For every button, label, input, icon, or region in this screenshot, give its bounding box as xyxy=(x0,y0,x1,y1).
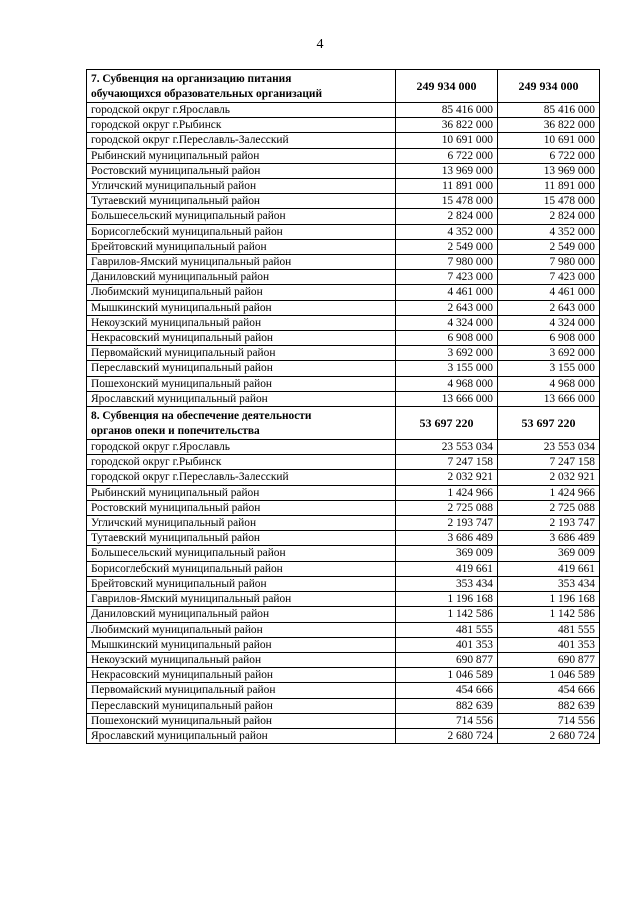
municipality-name: Пошехонский муниципальный район xyxy=(87,376,396,391)
section-title-line-1: 8. Субвенция на обеспечение деятельности xyxy=(91,410,312,423)
amount-1: 2 549 000 xyxy=(396,239,498,254)
table-row xyxy=(87,255,600,270)
amount-2: 15 478 000 xyxy=(498,194,600,209)
table-row xyxy=(87,179,600,194)
amount-2: 7 247 158 xyxy=(498,455,600,470)
amount-1: 4 968 000 xyxy=(396,376,498,391)
table-row xyxy=(87,576,600,591)
amount-2: 2 643 000 xyxy=(498,300,600,315)
amount-1: 2 032 921 xyxy=(396,470,498,485)
amount-2: 7 423 000 xyxy=(498,270,600,285)
municipality-name: Некрасовский муниципальный район xyxy=(87,331,396,346)
municipality-name: Пошехонский муниципальный район xyxy=(87,713,396,728)
section-title-line-2: обучающихся образовательных организаций xyxy=(91,87,323,100)
table-row xyxy=(87,194,600,209)
amount-2: 4 352 000 xyxy=(498,224,600,239)
amount-2: 4 968 000 xyxy=(498,376,600,391)
amount-1: 419 661 xyxy=(396,561,498,576)
table-row xyxy=(87,300,600,315)
amount-1: 882 639 xyxy=(396,698,498,713)
amount-1: 2 680 724 xyxy=(396,728,498,743)
amount-1: 1 196 168 xyxy=(396,592,498,607)
municipality-name: Борисоглебский муниципальный район xyxy=(87,224,396,239)
municipality-name: Тутаевский муниципальный район xyxy=(87,531,396,546)
amount-1: 3 686 489 xyxy=(396,531,498,546)
amount-1: 6 908 000 xyxy=(396,331,498,346)
amount-1: 36 822 000 xyxy=(396,118,498,133)
amount-1: 7 247 158 xyxy=(396,455,498,470)
municipality-name: Большесельский муниципальный район xyxy=(87,209,396,224)
municipality-name: городской округ г.Переславль-Залесский xyxy=(87,133,396,148)
amount-2: 2 824 000 xyxy=(498,209,600,224)
table-row xyxy=(87,592,600,607)
municipality-name: Некоузский муниципальный район xyxy=(87,315,396,330)
table-row xyxy=(87,391,600,406)
municipality-name: Даниловский муниципальный район xyxy=(87,607,396,622)
section-title xyxy=(87,407,396,440)
amount-2: 1 424 966 xyxy=(498,485,600,500)
table-row xyxy=(87,622,600,637)
table-row xyxy=(87,209,600,224)
amount-2: 690 877 xyxy=(498,652,600,667)
amount-2: 4 324 000 xyxy=(498,315,600,330)
amount-2: 369 009 xyxy=(498,546,600,561)
section-total-2: 53 697 220 xyxy=(498,407,600,440)
table-row xyxy=(87,713,600,728)
amount-1: 454 666 xyxy=(396,683,498,698)
table-row xyxy=(87,376,600,391)
municipality-name: Мышкинский муниципальный район xyxy=(87,637,396,652)
section-title-line-2: органов опеки и попечительства xyxy=(91,424,260,437)
table-row xyxy=(87,239,600,254)
amount-2: 7 980 000 xyxy=(498,255,600,270)
table-body xyxy=(87,70,600,744)
amount-1: 10 691 000 xyxy=(396,133,498,148)
amount-2: 2 032 921 xyxy=(498,470,600,485)
municipality-name: Ростовский муниципальный район xyxy=(87,163,396,178)
amount-2: 23 553 034 xyxy=(498,440,600,455)
table-row xyxy=(87,698,600,713)
amount-2: 2 549 000 xyxy=(498,239,600,254)
amount-2: 6 722 000 xyxy=(498,148,600,163)
municipality-name: городской округ г.Переславль-Залесский xyxy=(87,470,396,485)
section-title-line-1: 7. Субвенция на организацию питания xyxy=(91,73,292,85)
municipality-name: Первомайский муниципальный район xyxy=(87,346,396,361)
table-row xyxy=(87,531,600,546)
table-row xyxy=(87,163,600,178)
municipality-name: Ярославский муниципальный район xyxy=(87,391,396,406)
table-row xyxy=(87,652,600,667)
amount-1: 1 142 586 xyxy=(396,607,498,622)
section-title xyxy=(87,70,396,103)
section-header-row xyxy=(87,407,600,440)
municipality-name: Некрасовский муниципальный район xyxy=(87,668,396,683)
amount-2: 13 969 000 xyxy=(498,163,600,178)
amount-2: 10 691 000 xyxy=(498,133,600,148)
table-row xyxy=(87,500,600,515)
section-total-2: 249 934 000 xyxy=(498,70,600,103)
municipality-name: Рыбинский муниципальный район xyxy=(87,148,396,163)
municipality-name: Брейтовский муниципальный район xyxy=(87,576,396,591)
section-header-row xyxy=(87,70,600,103)
municipality-name: Ростовский муниципальный район xyxy=(87,500,396,515)
amount-1: 15 478 000 xyxy=(396,194,498,209)
amount-1: 2 824 000 xyxy=(396,209,498,224)
amount-2: 2 725 088 xyxy=(498,500,600,515)
municipality-name: Гаврилов-Ямский муниципальный район xyxy=(87,592,396,607)
municipality-name: городской округ г.Ярославль xyxy=(87,103,396,118)
municipality-name: Переславский муниципальный район xyxy=(87,361,396,376)
amount-1: 401 353 xyxy=(396,637,498,652)
municipality-name: Тутаевский муниципальный район xyxy=(87,194,396,209)
amount-1: 4 461 000 xyxy=(396,285,498,300)
table-row xyxy=(87,440,600,455)
table-row xyxy=(87,668,600,683)
municipality-name: Брейтовский муниципальный район xyxy=(87,239,396,254)
municipality-name: Гаврилов-Ямский муниципальный район xyxy=(87,255,396,270)
municipality-name: Любимский муниципальный район xyxy=(87,622,396,637)
municipality-name: Даниловский муниципальный район xyxy=(87,270,396,285)
amount-1: 2 193 747 xyxy=(396,516,498,531)
amount-2: 3 686 489 xyxy=(498,531,600,546)
amount-1: 23 553 034 xyxy=(396,440,498,455)
amount-2: 2 193 747 xyxy=(498,516,600,531)
amount-1: 2 725 088 xyxy=(396,500,498,515)
amount-2: 4 461 000 xyxy=(498,285,600,300)
municipality-name: Борисоглебский муниципальный район xyxy=(87,561,396,576)
table-row xyxy=(87,561,600,576)
municipality-name: Угличский муниципальный район xyxy=(87,516,396,531)
table-row xyxy=(87,148,600,163)
amount-1: 1 046 589 xyxy=(396,668,498,683)
amount-2: 13 666 000 xyxy=(498,391,600,406)
amount-2: 481 555 xyxy=(498,622,600,637)
amount-2: 6 908 000 xyxy=(498,331,600,346)
amount-1: 85 416 000 xyxy=(396,103,498,118)
table-row xyxy=(87,516,600,531)
amount-1: 13 666 000 xyxy=(396,391,498,406)
municipality-name: Первомайский муниципальный район xyxy=(87,683,396,698)
amount-1: 7 423 000 xyxy=(396,270,498,285)
amount-1: 4 352 000 xyxy=(396,224,498,239)
municipality-name: городской округ г.Рыбинск xyxy=(87,118,396,133)
amount-2: 1 196 168 xyxy=(498,592,600,607)
table-row xyxy=(87,346,600,361)
municipality-name: городской округ г.Ярославль xyxy=(87,440,396,455)
amount-2: 3 155 000 xyxy=(498,361,600,376)
amount-2: 2 680 724 xyxy=(498,728,600,743)
table-row xyxy=(87,331,600,346)
table-row xyxy=(87,224,600,239)
subvention-table xyxy=(86,69,600,744)
municipality-name: Переславский муниципальный район xyxy=(87,698,396,713)
amount-2: 11 891 000 xyxy=(498,179,600,194)
amount-2: 85 416 000 xyxy=(498,103,600,118)
amount-2: 454 666 xyxy=(498,683,600,698)
municipality-name: городской округ г.Рыбинск xyxy=(87,455,396,470)
page-number: 4 xyxy=(316,37,324,52)
amount-2: 714 556 xyxy=(498,713,600,728)
amount-1: 3 155 000 xyxy=(396,361,498,376)
amount-1: 6 722 000 xyxy=(396,148,498,163)
amount-1: 369 009 xyxy=(396,546,498,561)
amount-2: 353 434 xyxy=(498,576,600,591)
amount-2: 1 046 589 xyxy=(498,668,600,683)
amount-1: 690 877 xyxy=(396,652,498,667)
amount-1: 7 980 000 xyxy=(396,255,498,270)
amount-1: 2 643 000 xyxy=(396,300,498,315)
table-row xyxy=(87,728,600,743)
amount-1: 353 434 xyxy=(396,576,498,591)
section-total-1: 53 697 220 xyxy=(396,407,498,440)
table-row xyxy=(87,133,600,148)
table-row xyxy=(87,607,600,622)
table-row xyxy=(87,455,600,470)
amount-2: 1 142 586 xyxy=(498,607,600,622)
section-total-1: 249 934 000 xyxy=(396,70,498,103)
municipality-name: Некоузский муниципальный район xyxy=(87,652,396,667)
municipality-name: Рыбинский муниципальный район xyxy=(87,485,396,500)
amount-1: 1 424 966 xyxy=(396,485,498,500)
municipality-name: Ярославский муниципальный район xyxy=(87,728,396,743)
table-row xyxy=(87,470,600,485)
amount-1: 11 891 000 xyxy=(396,179,498,194)
table-row xyxy=(87,285,600,300)
table-row xyxy=(87,361,600,376)
amount-1: 3 692 000 xyxy=(396,346,498,361)
amount-1: 4 324 000 xyxy=(396,315,498,330)
municipality-name: Мышкинский муниципальный район xyxy=(87,300,396,315)
table-row xyxy=(87,270,600,285)
table-row xyxy=(87,103,600,118)
municipality-name: Угличский муниципальный район xyxy=(87,179,396,194)
amount-2: 419 661 xyxy=(498,561,600,576)
amount-2: 3 692 000 xyxy=(498,346,600,361)
table-row xyxy=(87,315,600,330)
municipality-name: Любимский муниципальный район xyxy=(87,285,396,300)
table-row xyxy=(87,485,600,500)
amount-1: 481 555 xyxy=(396,622,498,637)
amount-2: 401 353 xyxy=(498,637,600,652)
table-row xyxy=(87,118,600,133)
amount-2: 882 639 xyxy=(498,698,600,713)
amount-2: 36 822 000 xyxy=(498,118,600,133)
amount-1: 13 969 000 xyxy=(396,163,498,178)
municipality-name: Большесельский муниципальный район xyxy=(87,546,396,561)
table-row xyxy=(87,546,600,561)
table-row xyxy=(87,637,600,652)
amount-1: 714 556 xyxy=(396,713,498,728)
table-row xyxy=(87,683,600,698)
